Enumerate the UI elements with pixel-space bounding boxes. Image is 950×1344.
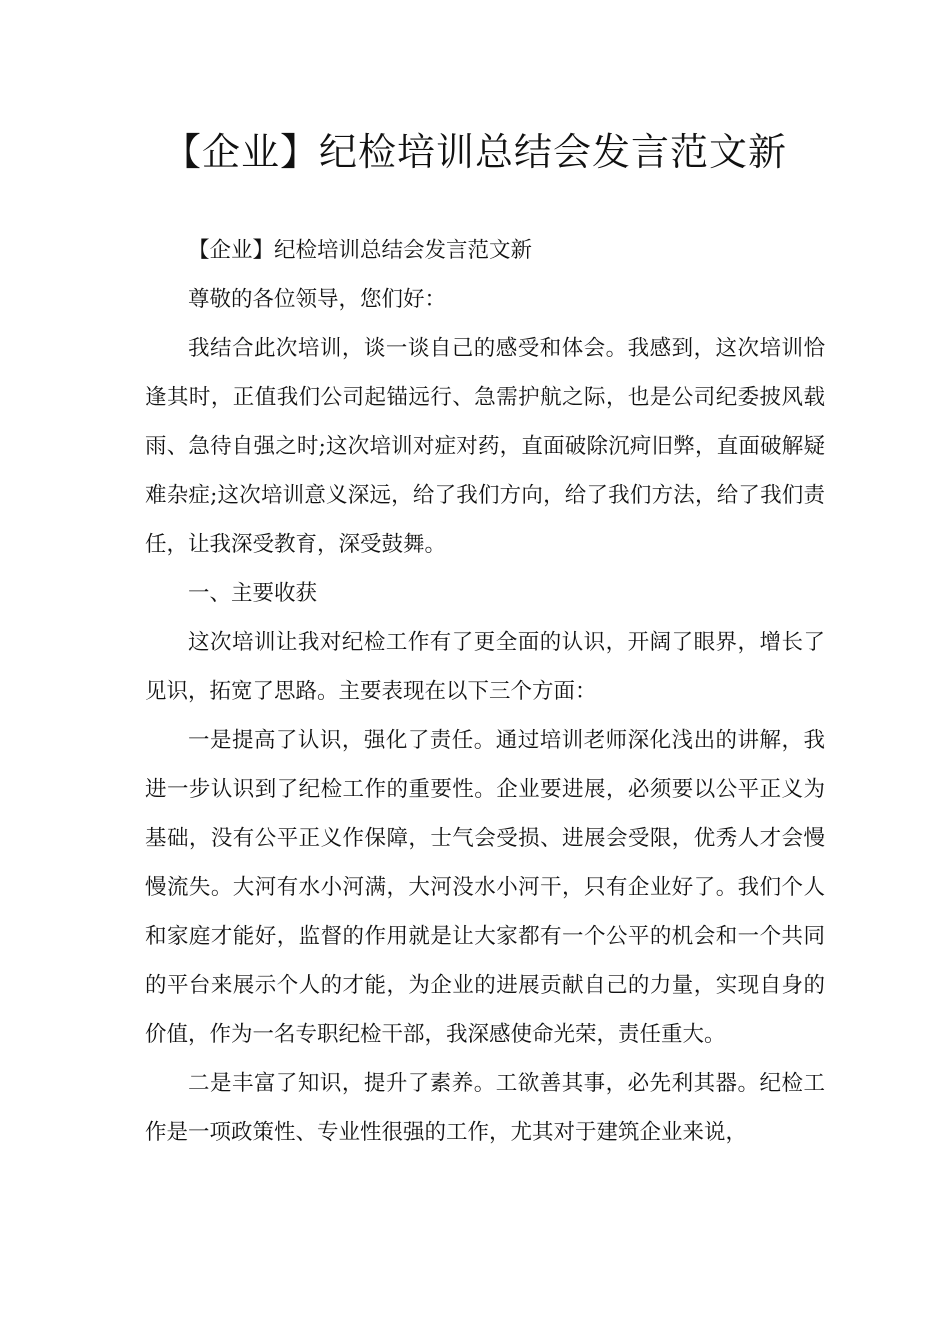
document-title: 【企业】纪检培训总结会发言范文新 (162, 130, 787, 174)
paragraph-gains-summary: 这次培训让我对纪检工作有了更全面的认识，开阔了眼界，增长了见识，拓宽了思路。主要表现在以下三个方面： (145, 630, 825, 704)
paragraph-intro: 我结合此次培训，谈一谈自己的感受和体会。我感到，这次培训恰逢其时，正值我们公司起锚远行、急需护航之际，也是公司纪委披风载雨、急待自强之时;这次培训对症对药，直面破除沉疴旧弊，直面破解疑难杂症;这次培训意义深远，给了我们方向，给了我们方法，给了我们责任，让我深受教育，深受鼓舞。 (145, 336, 825, 557)
section-heading-main-gains: 一、主要收获 (188, 581, 318, 606)
paragraph-greeting: 尊敬的各位领导，您们好： (188, 287, 447, 312)
paragraph-point-one: 一是提高了认识，强化了责任。通过培训老师深化浅出的讲解，我进一步认识到了纪检工作的重要性。企业要进展，必须要以公平正义为基础，没有公平正义作保障，士气会受损、进展会受限，优秀人才会慢慢流失。大河有水小河满，大河没水小河干，只有企业好了。我们个人和家庭才能好，监督的作用就是让大家都有一个公平的机会和一个共同的平台来展示个人的才能，为企业的进展贡献自己的力量，实现自身的价值，作为一名专职纪检干部，我深感使命光荣，责任重大。 (145, 728, 825, 1047)
document-body (145, 226, 825, 1157)
paragraph-subtitle: 【企业】纪检培训总结会发言范文新 (188, 238, 533, 263)
paragraph-point-two: 二是丰富了知识，提升了素养。工欲善其事，必先利其器。纪检工作是一项政策性、专业性很强的工作，尤其对于建筑企业来说， (145, 1071, 825, 1145)
